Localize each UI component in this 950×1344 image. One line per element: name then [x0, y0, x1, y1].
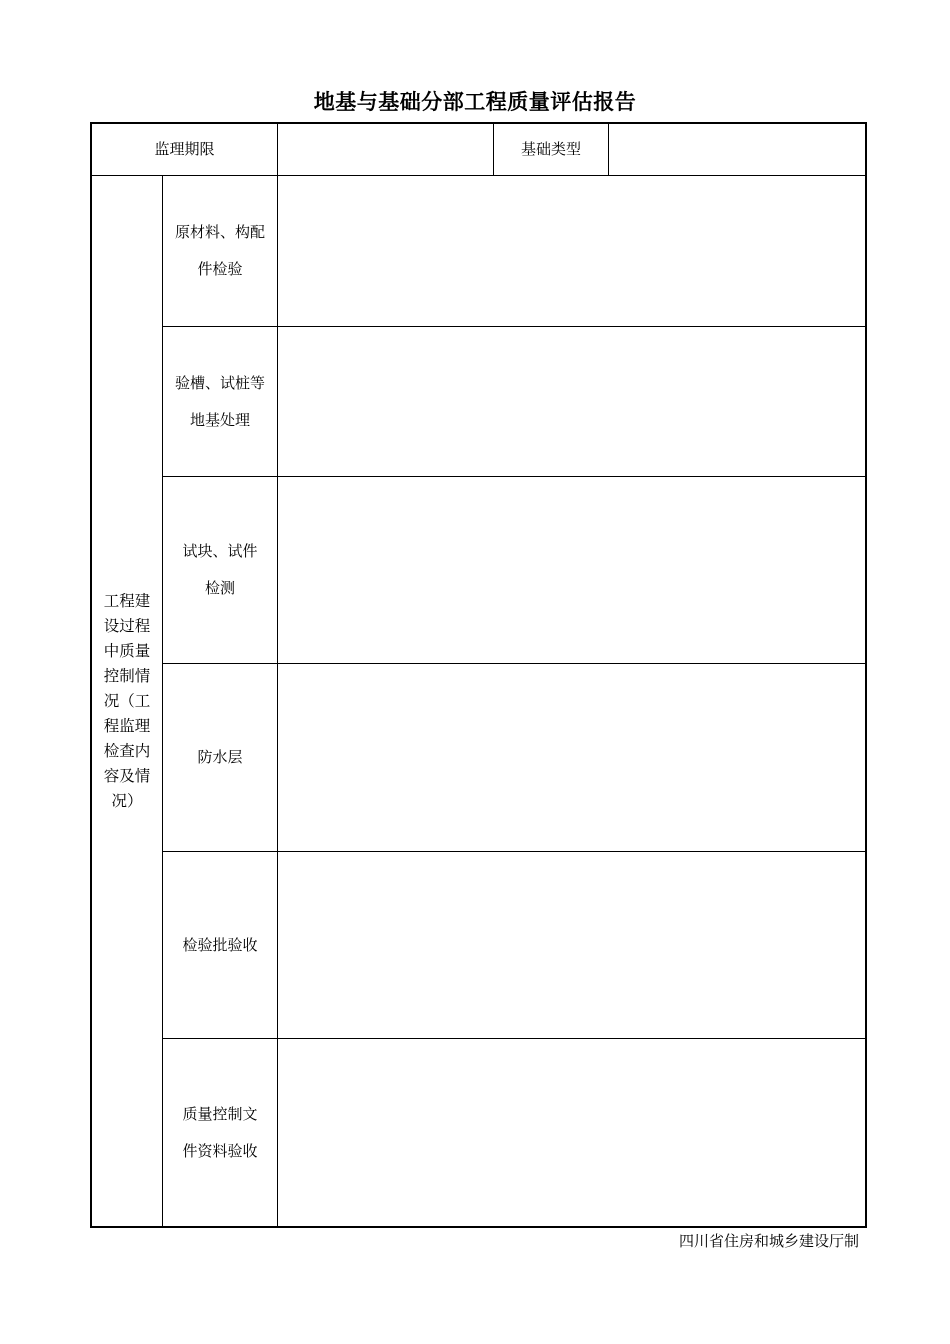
row-label-line: 防水层 — [197, 748, 243, 766]
foundation-type-label: 基础类型 — [520, 140, 581, 158]
section-label-line: 中质量 — [103, 642, 151, 660]
row-label-line: 检测 — [204, 579, 235, 597]
page-title: 地基与基础分部工程质量评估报告 — [313, 90, 637, 114]
row-label-raw-materials — [163, 176, 277, 326]
row-label-line: 试块、试件 — [182, 542, 258, 560]
section-label-line: 设过程 — [103, 617, 151, 635]
period-label: 监理期限 — [154, 140, 215, 158]
row-label-line: 验槽、试桩等 — [174, 373, 265, 392]
row-content-foundation-treatment[interactable] — [278, 327, 865, 476]
row-label-line: 件检验 — [197, 260, 243, 278]
period-value-field[interactable] — [278, 124, 493, 175]
section-label-line: 况） — [111, 792, 143, 810]
row-label-line: 件资料验收 — [182, 1142, 258, 1160]
section-label-line: 况（工 — [103, 692, 151, 710]
row-label-line: 原材料、构配 — [174, 223, 265, 241]
row-label-foundation-treatment — [163, 327, 277, 476]
section-label-line: 工程建 — [103, 592, 151, 610]
row-label-specimen-testing — [163, 477, 277, 663]
row-label-waterproof-layer — [163, 664, 277, 851]
row-content-inspection-lot[interactable] — [278, 852, 865, 1038]
row-content-quality-documents[interactable] — [278, 1039, 865, 1227]
issuer-footer: 四川省住房和城乡建设厅制 — [678, 1232, 859, 1250]
row-content-waterproof-layer[interactable] — [278, 664, 865, 851]
row-label-quality-documents — [163, 1039, 277, 1227]
foundation-type-value-field[interactable] — [609, 124, 865, 175]
row-label-line: 检验批验收 — [182, 935, 258, 954]
row-label-line: 地基处理 — [189, 410, 250, 429]
section-label — [92, 176, 162, 1227]
section-label-line: 程监理 — [103, 717, 151, 735]
row-content-specimen-testing[interactable] — [278, 477, 865, 663]
section-label-line: 容及情 — [103, 767, 151, 785]
row-content-raw-materials[interactable] — [278, 176, 865, 326]
row-label-line: 质量控制文 — [182, 1105, 258, 1123]
row-label-inspection-lot — [163, 852, 277, 1038]
section-label-line: 检查内 — [103, 742, 151, 760]
section-label-line: 控制情 — [103, 667, 151, 685]
